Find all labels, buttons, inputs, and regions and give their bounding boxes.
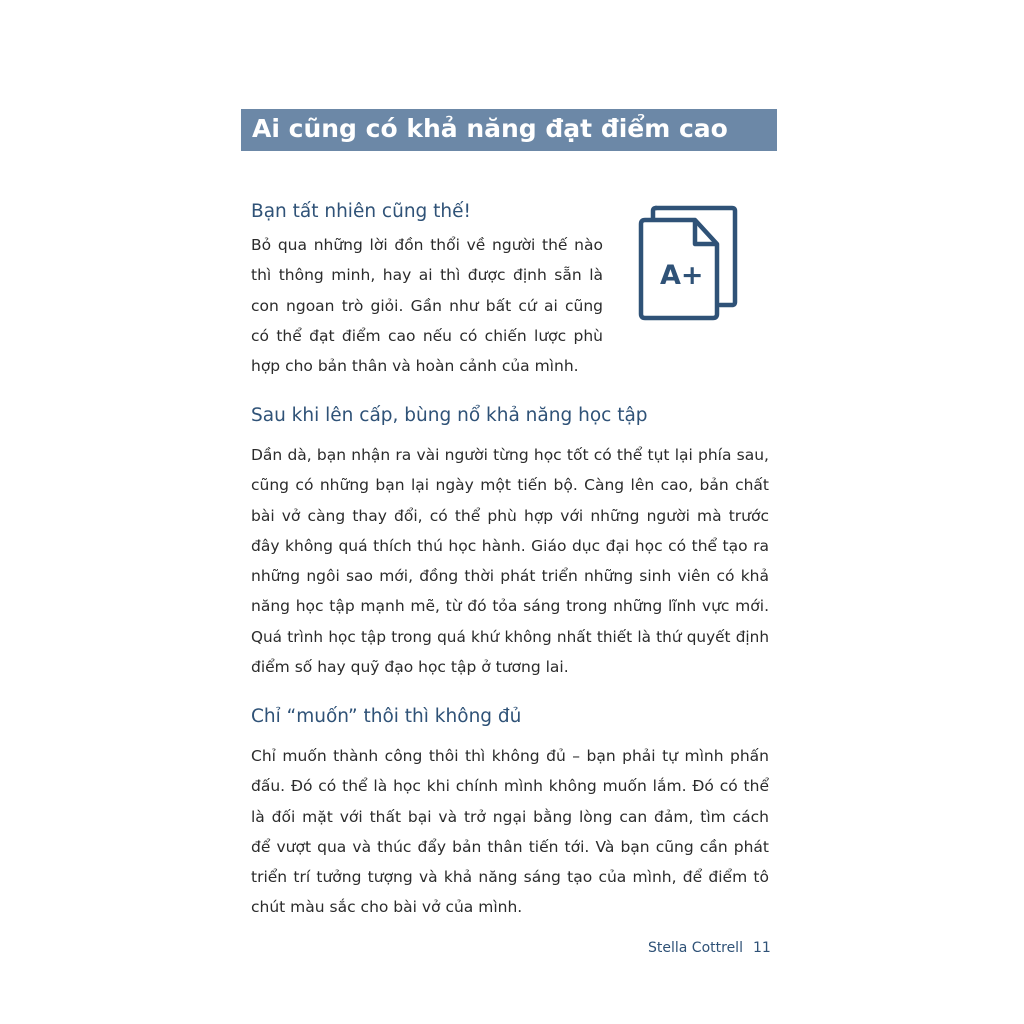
- paragraph-line: hợp cho bản thân và hoàn cảnh của mình.: [251, 357, 579, 376]
- page-footer: [648, 940, 771, 956]
- section-paragraph-1: [251, 230, 603, 381]
- section-heading-3: Chỉ “muốn” thôi thì không đủ: [251, 706, 522, 727]
- paragraph-line: có thể đạt điểm cao nếu có chiến lược phù: [251, 326, 603, 345]
- grade-document-icon: [636, 200, 742, 326]
- paragraph-line: để vượt qua và thúc đẩy bản thân tiến tới. Và bạn cũng cần phát: [251, 837, 769, 856]
- paragraph-line: Chỉ muốn thành công thôi thì không đủ – bạn phải tự mình phấn: [251, 747, 769, 765]
- paragraph-line: điểm số hay quỹ đạo học tập ở tương lai.: [251, 658, 569, 677]
- section-heading-2: Sau khi lên cấp, bùng nổ khả năng học tập: [251, 405, 648, 426]
- paragraph-line: đây không quá thích thú học hành. Giáo dục đại học có thể tạo ra: [251, 536, 769, 555]
- page-number: 11: [752, 940, 771, 956]
- paragraph-line: con ngoan trò giỏi. Gần như bất cứ ai cũng: [251, 296, 603, 315]
- grade-label: A+: [660, 260, 704, 291]
- paragraph-line: cũng có những bạn lại ngày một tiến bộ. Càng lên cao, bản chất: [251, 476, 769, 495]
- section-paragraph-2: [251, 440, 769, 682]
- paragraph-line: Bỏ qua những lời đồn thổi về người thế nào: [251, 236, 603, 254]
- paragraph-line: đấu. Đó có thể là học khi chính mình không muốn lắm. Đó có thể: [251, 777, 769, 796]
- paragraph-line: bài vở càng thay đổi, có thể phù hợp với những người mà trước: [251, 506, 769, 525]
- paragraph-line: năng học tập mạnh mẽ, từ đó tỏa sáng trong những lĩnh vực mới.: [251, 597, 769, 616]
- paragraph-line: là đối mặt với thất bại và trở ngại bằng lòng can đảm, tìm cách: [251, 807, 769, 826]
- footer-author: Stella Cottrell: [648, 940, 743, 956]
- paragraph-line: Dần dà, bạn nhận ra vài người từng học tốt có thể tụt lại phía sau,: [251, 446, 769, 464]
- section-paragraph-3: [251, 741, 769, 923]
- paragraph-line: chút màu sắc cho bài vở của mình.: [251, 898, 523, 917]
- paragraph-line: triển trí tưởng tượng và khả năng sáng tạo của mình, để điểm tô: [251, 868, 769, 887]
- paragraph-line: thì thông minh, hay ai thì được định sẵn là: [251, 266, 603, 285]
- paragraph-line: Quá trình học tập trong quá khứ không nhất thiết là thứ quyết định: [251, 627, 769, 646]
- section-heading-1: Bạn tất nhiên cũng thế!: [251, 201, 471, 222]
- paragraph-line: những ngôi sao mới, đồng thời phát triển những sinh viên có khả: [251, 567, 769, 586]
- chapter-title: Ai cũng có khả năng đạt điểm cao: [252, 114, 728, 143]
- chapter-title-bar: [241, 109, 777, 151]
